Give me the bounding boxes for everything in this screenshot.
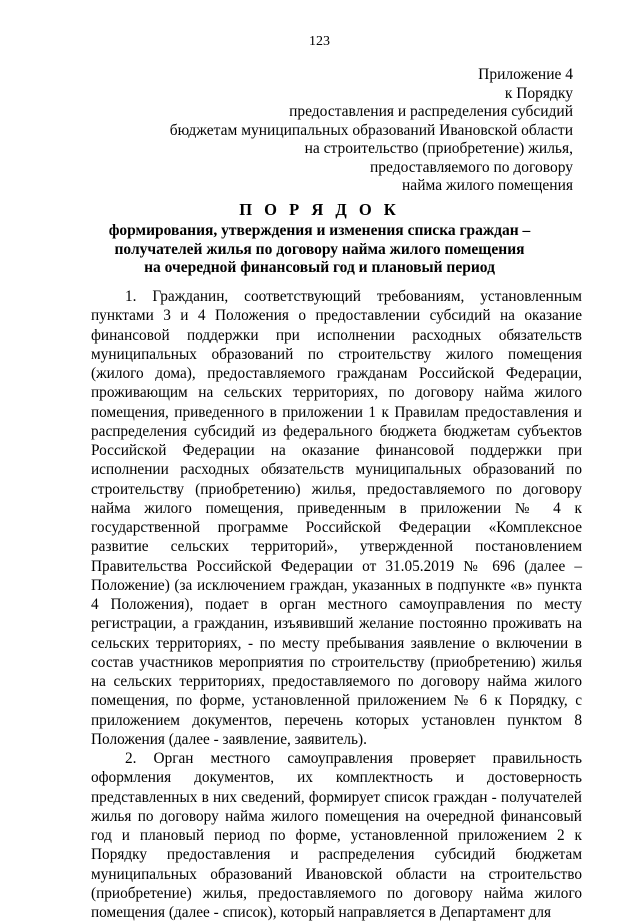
- subtitle-line: получателей жилья по договору найма жилого помещения: [114, 240, 525, 258]
- paragraph-2: 2. Орган местного самоуправления проверяет правильность оформления документов, их комплектность и достоверность представленных в них сведений, формирует список граждан - получателей жилья по договору найма жилого помещения на очередной финансовый год и плановый период по форме, установленной приложением 2 к Порядку предоставления и распределения субсидий бюджетам муниципальных образований Ивановской области на строительство (приобретение) жилья, предоставляемого по договору найма жилого помещения (далее - список), который направляется в Департамент для: [91, 750, 582, 921]
- subtitle-line: формирования, утверждения и изменения списка граждан –: [108, 222, 531, 239]
- appendix-line: найма жилого помещения: [402, 177, 573, 194]
- appendix-line: Приложение 4: [478, 66, 573, 83]
- document-body: [91, 287, 582, 922]
- document-heading: [0, 200, 639, 278]
- appendix-reference: [170, 66, 573, 196]
- appendix-line: бюджетам муниципальных образований Ивановской области: [169, 121, 573, 139]
- appendix-line: на строительство (приобретение) жилья,: [304, 140, 573, 157]
- appendix-line: к Порядку: [504, 84, 573, 102]
- page-number: 123: [309, 34, 330, 49]
- document-subtitle: [0, 222, 639, 278]
- document-title: П О Р Я Д О К: [239, 200, 400, 219]
- subtitle-line: на очередной финансовый год и плановый период: [144, 259, 495, 276]
- paragraph-1: 1. Гражданин, соответствующий требованиям, установленным пунктами 3 и 4 Положения о предоставлении субсидий на оказание финансовой поддержки при исполнении расходных обязательств муниципальных образований по строительству жилого помещения (жилого дома), предоставляемого гражданам Российской Федерации, проживающим на сельских территориях, по договору найма жилого помещения, приведенного в приложении 1 к Правилам предоставления и распределения субсидий из федерального бюджета бюджетам субъектов Российской Федерации на оказание финансовой поддержки при исполнении расходных обязательств муниципальных образований по строительству (приобретению) жилья, предоставляемого по договору найма жилого помещения, приведенным в приложении № 4 к государственной программе Российской Федерации «Комплексное развитие сельских территорий», утвержденной постановлением Правительства Российской Федерации от 31.05.2019 № 696 (далее – Положение) (за исключением граждан, указанных в подпункте «в» пункта 4 Положения), подает в орган местного самоуправления по месту регистрации, а гражданин, изъявивший желание постоянно проживать на сельских территориях, - по месту пребывания заявление о включении в состав участников мероприятия по строительству (приобретению) жилья на сельских территориях, предоставляемого по договору найма жилого помещения, по форме, установленной приложением № 6 к Порядку, с приложением документов, перечень которых установлен пунктом 8 Положения (далее - заявление, заявитель).: [91, 288, 582, 748]
- appendix-line: предоставления и распределения субсидий: [289, 103, 573, 120]
- appendix-line: предоставляемого по договору: [369, 158, 573, 176]
